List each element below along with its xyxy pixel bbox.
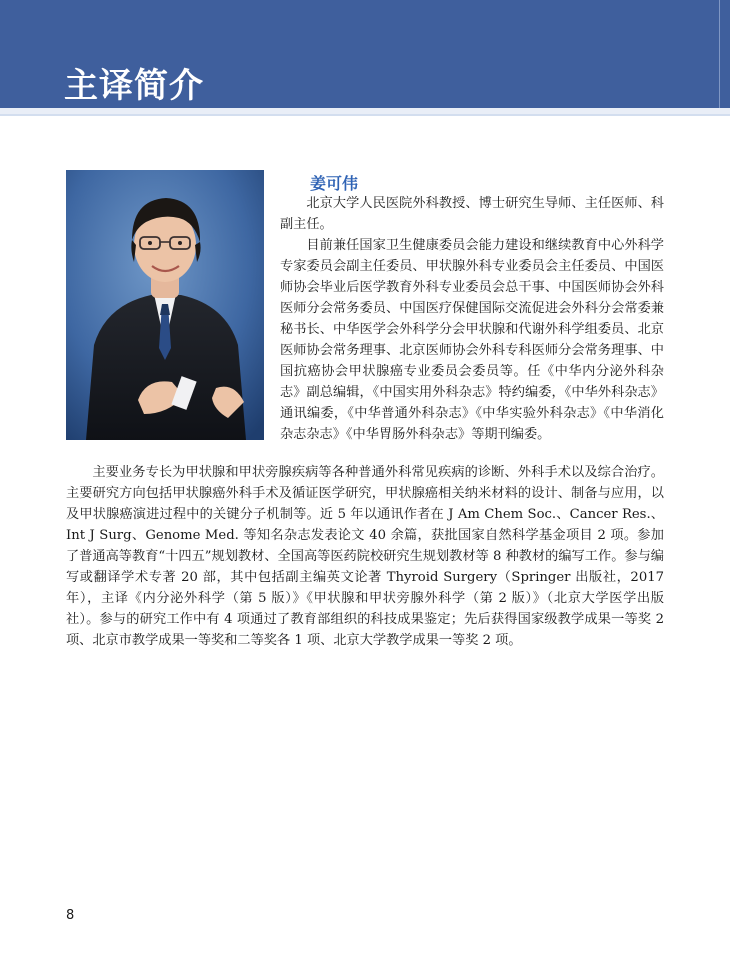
portrait-photo: [66, 170, 264, 440]
intro-paragraph: 北京大学人民医院外科教授、博士研究生导师、主任医师、科副主任。: [280, 196, 664, 232]
header-divider: [719, 0, 720, 108]
profile-body: [66, 462, 664, 651]
header-strip-shadow: [0, 114, 730, 116]
body-paragraph: 主要业务专长为甲状腺和甲状旁腺疾病等各种普通外科常见疾病的诊断、外科手术以及综合治疗。主要研究方向包括甲状腺癌外科手术及循证医学研究，甲状腺癌相关纳米材料的设计、制备与应用，以及甲状腺癌演进过程中的关键分子机制等。近 5 年以通讯作者在 J Am Chem Soc.、Cancer Res.、Int J Surg、Genome Med. 等知名杂志发表论文 40 余篇，获批国家自然科学基金项目 2 项。参加了普通高等教育“十四五”规划教材、全国高等医药院校研究生规划教材等 8 种教材的编写工作。参与编写或翻译学术专著 20 部，其中包括副主编英文论著 Thyroid Surgery（Springer 出版社，2017 年），主译《内分泌外科学（第 5 版）》《甲状腺和甲状旁腺外科学（第 2 版）》（北京大学医学出版社）。参与的研究工作中有 4 项通过了教育部组织的科技成果鉴定；先后获得国家级教学成果一等奖 2 项、北京市教学成果一等奖和二等奖各 1 项、北京大学教学成果一等奖 2 项。: [66, 465, 664, 648]
page-title: 主译简介: [64, 66, 204, 106]
intro-paragraph: 目前兼任国家卫生健康委员会能力建设和继续教育中心外科学专家委员会副主任委员、甲状腺外科专业委员会主任委员、中国医师协会毕业后医学教育外科专业委员会总干事、中国医师协会外科医师分会常务委员、中国医疗保健国际交流促进会外科分会常委兼秘书长、中华医学会外科学分会甲状腺和代谢外科学组委员、北京医师协会常务理事、北京医师协会外科专科医师分会常务理事、中国抗癌协会甲状腺癌专业委员会委员等。任《中华内分泌外科杂志》副总编辑，《中国实用外科杂志》特约编委，《中华外科杂志》通讯编委，《中华普通外科杂志》《中华实验外科杂志》《中华消化杂志杂志》《中华胃肠外科杂志》等期刊编委。: [280, 238, 664, 442]
profile-intro: [280, 193, 664, 445]
profile-name: 姜可伟: [310, 174, 359, 193]
page-number: 8: [66, 908, 75, 923]
